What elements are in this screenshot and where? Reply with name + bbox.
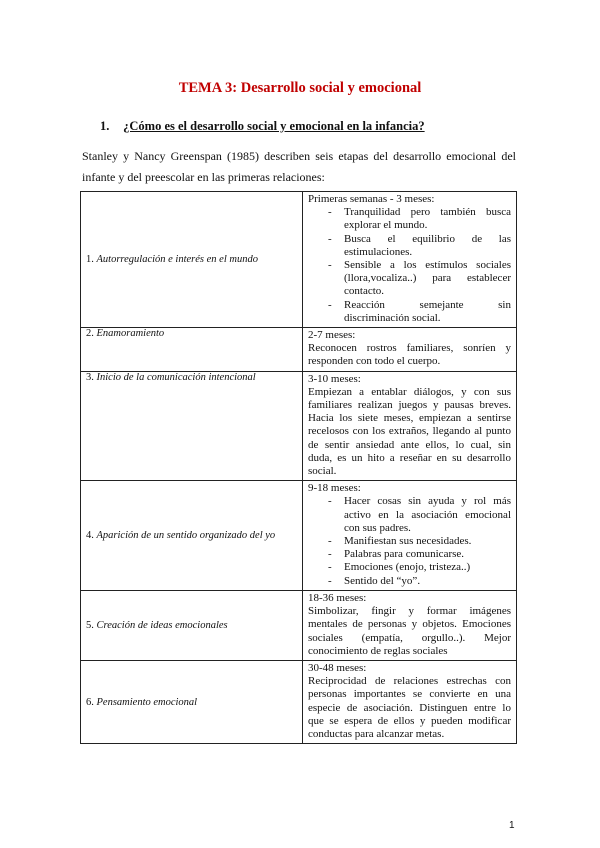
stage-description-cell [303, 328, 517, 372]
stage-number: 2. [86, 328, 94, 340]
age-range: 18-36 meses: [308, 591, 367, 604]
stage-description-cell [303, 481, 517, 591]
stage-text: Empiezan a entablar diálogos, y con sus familiares realizan juegos y pausas breves. Hacia los siete meses, empiezan a sentirse recelosos con los extraños, llegando al punto de sentir ansiedad ante ellos, lo cual, sin duda, es un hito a reseñar en su desarrollo social. [308, 385, 511, 478]
age-range: 3-10 meses: [308, 372, 361, 385]
stage-text: Reconocen rostros familiares, sonríen y responden con todo el cuerpo. [308, 342, 511, 368]
stage-name: Creación de ideas emocionales [96, 619, 228, 631]
list-item: - Reacción semejante sin discriminación social. [308, 299, 511, 325]
stage-description-cell [303, 371, 517, 481]
table-row [81, 660, 517, 743]
stage-name-cell [81, 481, 303, 591]
stage-number: 1. [86, 254, 94, 266]
section-heading-text: ¿Cómo es el desarrollo social y emocional en la infancia? [123, 119, 425, 133]
intro-paragraph: Stanley y Nancy Greenspan (1985) describen seis etapas del desarrollo emocional del infante y del preescolar en las primeras relaciones: [82, 149, 516, 184]
section-number: 1. [100, 119, 110, 133]
table-row [81, 328, 517, 372]
list-item: - Manifiestan sus necesidades. [308, 535, 511, 548]
list-item: - Palabras para comunicarse. [308, 548, 511, 561]
stage-number: 6. [86, 696, 94, 708]
table-row [81, 590, 517, 660]
list-item: - Sentido del “yo”. [308, 575, 511, 588]
stage-name: Enamoramiento [96, 328, 165, 340]
stage-text: Reciprocidad de relaciones estrechas con personas importantes se convierte en una especie de asociación. Distinguen entre lo que se espera de ellos y pueden modificar conductas para alcanzar metas. [308, 675, 511, 740]
stage-name: Inicio de la comunicación intencional [96, 371, 256, 383]
stage-number: 5. [86, 619, 94, 631]
age-range: 9-18 meses: [308, 482, 361, 495]
list-item: - Tranquilidad pero también busca explorar el mundo. [308, 206, 511, 232]
age-range: Primeras semanas - 3 meses: [308, 193, 435, 205]
age-range: 2-7 meses: [308, 329, 356, 342]
list-item: - Emociones (enojo, tristeza..) [308, 561, 511, 574]
list-item: - Sensible a los estímulos sociales (llora,vocaliza..) para establecer contacto. [308, 259, 511, 299]
stage-text: Simbolizar, fingir y formar imágenes mentales de personas y objetos. Emociones sociales (empatía, orgullo..). Mejor conocimiento de reglas sociales [308, 605, 511, 657]
table-row [81, 192, 517, 328]
table-row [81, 371, 517, 481]
stage-description-cell [303, 660, 517, 743]
stages-table [80, 191, 517, 744]
stage-number: 3. [86, 371, 94, 383]
table-row [81, 481, 517, 591]
list-item: - Hacer cosas sin ayuda y rol más activo en la asociación emocional con sus padres. [308, 495, 511, 535]
stage-name: Autorregulación e interés en el mundo [96, 254, 258, 266]
stage-name: Pensamiento emocional [96, 696, 198, 708]
stage-items [308, 495, 511, 587]
stage-items [308, 206, 511, 325]
stage-description-cell [303, 590, 517, 660]
stage-name-cell [81, 192, 303, 328]
stage-name-cell [81, 660, 303, 743]
age-range: 30-48 meses: [308, 661, 367, 674]
page-number: 1 [509, 820, 515, 831]
page-title: TEMA 3: Desarrollo social y emocional [178, 80, 422, 96]
section-heading [100, 119, 425, 134]
list-item: - Busca el equilibrio de las estimulaciones. [308, 233, 511, 259]
stage-name-cell [81, 371, 303, 481]
stage-number: 4. [86, 530, 94, 542]
stage-name: Aparición de un sentido organizado del yo [96, 530, 276, 542]
stage-description-cell [303, 192, 517, 328]
stage-name-cell [81, 590, 303, 660]
stage-name-cell [81, 328, 303, 372]
